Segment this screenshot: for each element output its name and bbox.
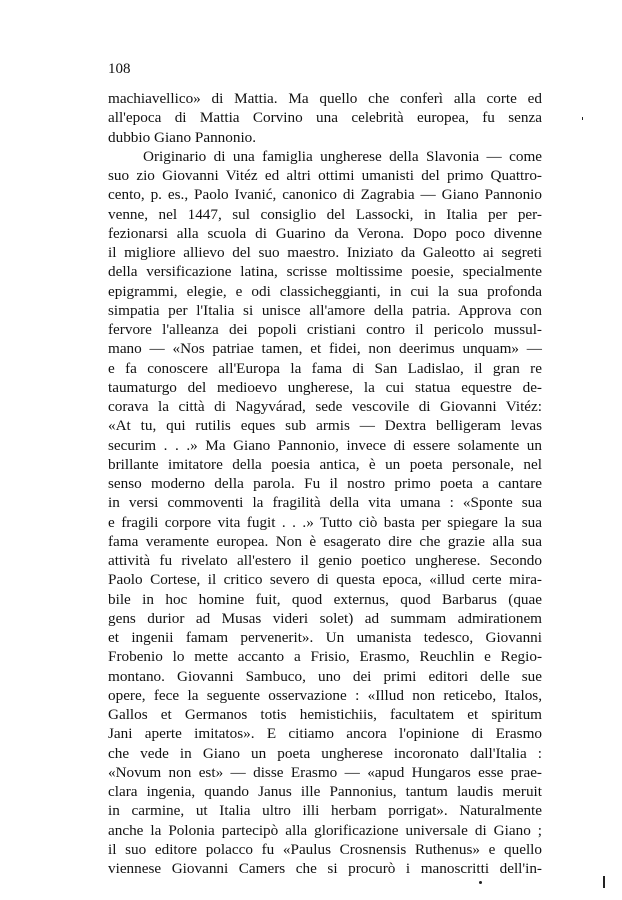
- text-line: machiavellico» di Mattia. Ma quello che conferì alla corte ed: [108, 90, 542, 107]
- text-line: fervore l'alleanza dei popoli cristiani contro il pericolo mussul-: [108, 321, 542, 338]
- text-line: attività fu rivelato all'estero il genio poetico ungherese. Secondo: [108, 552, 542, 569]
- text-line: «At tu, qui rutilis eques sub armis — Dextra belligeram levas: [108, 417, 542, 435]
- text-line: mano — «Nos patriae tamen, et fidei, non deerimus unquam» —: [108, 340, 542, 358]
- text-line: il migliore allievo del suo maestro. Iniziato da Galeotto ai segreti: [108, 244, 542, 261]
- text-line: securim . . .» Ma Giano Pannonio, invece di essere solamente un: [108, 436, 542, 454]
- text-line: Paolo Cortese, il critico severo di questa epoca, «illud certe mira-: [108, 571, 542, 589]
- text-line: opere, fece la seguente osservazione : «Illud non reticebo, Italos,: [108, 686, 542, 704]
- text-line: e fragili corpore vita fugit . . .» Tutto ciò basta per spiegare la sua: [108, 513, 542, 531]
- text-line: all'epoca di Mattia Corvino una celebrità europea, fu senza: [108, 109, 542, 127]
- text-line: il suo editore polacco fu «Paulus Crosnensis Ruthenus» e quello: [108, 840, 542, 858]
- text-line: dubbio Giano Pannonio.: [108, 128, 257, 146]
- text-line: in versi commoventi la fragilità della vita umana : «Sponte sua: [108, 494, 542, 512]
- text-line: della versificazione latina, scrisse moltissime poesie, specialmente: [108, 263, 542, 281]
- body-text: [108, 89, 542, 878]
- text-line: Frobenio lo mette accanto a Frisio, Erasmo, Reuchlin e Regio-: [108, 648, 542, 666]
- scan-speck: [479, 881, 482, 884]
- text-line: simpatia per l'Italia si unisce all'amore della patria. Approva con: [108, 301, 542, 319]
- text-line: senso moderno della parola. Fu il nostro primo poeta a cantare: [108, 475, 542, 492]
- text-line: cento, p. es., Paolo Ivanić, canonico di Zagrabia — Giano Pannonio: [108, 186, 542, 204]
- text-line: et ingenii famam pervenerit». Un umanista tedesco, Giovanni: [108, 629, 542, 646]
- text-line: Jani aperte imitatos». E citiamo ancora l'opinione di Erasmo: [108, 725, 542, 743]
- scan-edge-mark: [603, 876, 605, 888]
- text-line: che vede in Giano un poeta ungherese incoronato dall'Italia :: [108, 744, 542, 762]
- text-line: bile in hoc homine fuit, quod externus, quod Barbarus (quae: [108, 590, 542, 608]
- text-line: Gallos et Germanos totis hemistichiis, facultatem et spiritum: [108, 706, 542, 723]
- scan-speck: [582, 117, 583, 120]
- text-line: clara ingenia, quando Janus ille Pannonius, tantum laudis meruit: [108, 783, 542, 800]
- text-line: suo zio Giovanni Vitéz ed altri ottimi umanisti del primo Quattro-: [108, 167, 542, 184]
- text-line: anche la Polonia partecipò alla glorificazione universale di Giano ;: [108, 821, 542, 839]
- text-line: gens durior ad Musas videri solet) ad summam admirationem: [108, 609, 542, 627]
- text-line: venne, nel 1447, sul consiglio del Lassocki, in Italia per per-: [108, 205, 542, 223]
- text-line: corava la città di Nagyvárad, sede vescovile di Giovanni Vitéz:: [108, 398, 542, 415]
- text-line: e fa conoscere all'Europa la fama di San Ladislao, il gran re: [108, 359, 542, 377]
- text-line: taumaturgo del medioevo ungherese, la cui statua equestre de-: [108, 378, 542, 396]
- text-line: fama veramente europea. Non è esagerato dire che grazie alla sua: [108, 532, 542, 550]
- text-line: «Novum non est» — disse Erasmo — «apud Hungaros esse prae-: [108, 763, 542, 781]
- text-line: montano. Giovanni Sambuco, uno dei primi editori delle sue: [108, 667, 542, 685]
- text-line: fezionarsi alla scuola di Guarino da Verona. Dopo poco divenne: [108, 224, 542, 242]
- text-line: viennese Giovanni Camers che si procurò i manoscritti dell'in-: [108, 860, 542, 877]
- text-line: Originario di una famiglia ungherese della Slavonia — come: [143, 147, 542, 165]
- page-number: 108: [108, 61, 131, 77]
- text-line: epigrammi, elegie, e odi classicheggianti, in cui la sua profonda: [108, 282, 542, 300]
- text-line: brillante imitatore della poesia antica, è un poeta personale, nel: [108, 455, 542, 473]
- text-line: in carmine, ut Italia ultro illi herbam porrigat». Naturalmente: [108, 802, 542, 820]
